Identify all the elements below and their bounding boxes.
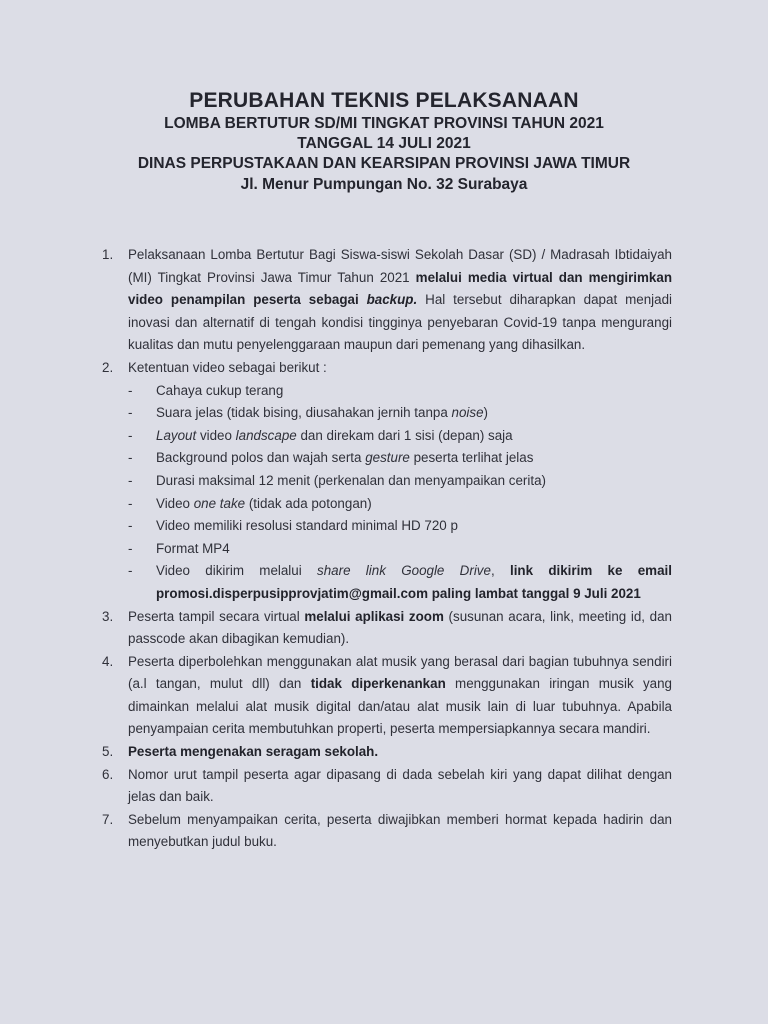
item-text: Sebelum menyampaikan cerita, peserta diwajibkan memberi hormat kepada hadirin dan menyebutkan judul buku.: [128, 811, 672, 850]
item-number: 7.: [102, 811, 114, 827]
sub-item-submission: [128, 560, 672, 605]
list-item-5: [102, 741, 672, 764]
sub-item-text: Layout video landscape dan direkam dari 1 sisi (depan) saja: [156, 427, 513, 443]
document-body: [102, 244, 672, 854]
sub-item-text: Cahaya cukup terang: [156, 382, 284, 398]
sub-item-text: Background polos dan wajah serta gesture peserta terlihat jelas: [156, 450, 534, 466]
sub-item-text: Video one take (tidak ada potongan): [156, 495, 372, 511]
sub-item-audio: [128, 402, 672, 425]
submission-deadline-text: link dikirim ke email promosi.disperpusipprovjatim@gmail.com paling lambat tanggal 9 Juli 2021: [156, 563, 672, 601]
sub-item-duration: [128, 470, 672, 493]
sub-item-resolution: [128, 515, 672, 538]
sub-item-one-take: [128, 493, 672, 516]
bold-text: melalui media virtual dan mengirimkan video penampilan peserta sebagai: [128, 269, 673, 308]
dash-bullet: -: [128, 563, 133, 579]
sub-item-format: [128, 538, 672, 561]
sub-item-text: Suara jelas (tidak bising, diusahakan jernih tanpa noise): [156, 405, 489, 421]
list-item-3: [102, 606, 672, 651]
dash-bullet: -: [128, 495, 133, 511]
dash-bullet: -: [128, 540, 133, 556]
sub-item-text: Video memiliki resolusi standard minimal HD 720 p: [156, 518, 458, 534]
sub-item-background: [128, 447, 672, 470]
document-title: PERUBAHAN TEKNIS PELAKSANAAN: [189, 89, 579, 112]
sub-item-text: Video dikirim melalui share link Google Drive, link dikirim ke email promosi.disperpusipprovjatim@gmail.com paling lambat tanggal 9 Juli 2021: [156, 563, 672, 601]
list-item-1: [102, 244, 672, 357]
header-address-line: Jl. Menur Pumpungan No. 32 Surabaya: [240, 176, 528, 193]
header-competition-line: LOMBA BERTUTUR SD/MI TINGKAT PROVINSI TAHUN 2021: [164, 115, 604, 132]
header-date-line: TANGGAL 14 JULI 2021: [297, 135, 471, 152]
document-header: [0, 88, 768, 195]
item-number: 3.: [102, 608, 114, 624]
dash-bullet: -: [128, 518, 133, 534]
item-number: 4.: [102, 653, 114, 669]
dash-bullet: -: [128, 405, 133, 421]
item-text: Nomor urut tampil peserta agar dipasang di dada sebelah kiri yang dapat dilihat dengan jelas dan baik.: [128, 766, 672, 805]
item-number: 5.: [102, 744, 114, 760]
item-number: 6.: [102, 766, 114, 782]
sub-item-lighting: [128, 380, 672, 403]
item-text: [128, 357, 672, 606]
item-text: Peserta diperbolehkan menggunakan alat musik yang berasal dari bagian tubuhnya sendiri (a.l tangan, mulut dll) dan tidak diperkenankan menggunakan iringan musik yang dimainkan melalui alat musik digital dan/atau alat musik lain di luar tubuhnya. Apabila penyampaian cerita membutuhkan properti, peserta mempersiapkannya secara mandiri.: [128, 653, 672, 737]
text-run: Pelaksanaan Lomba Bertutur Bagi Siswa-siswi Sekolah Dasar (SD) / Madrasah Ibtidaiyah (MI) Tingkat Provinsi Jawa Timur Tahun 2021: [128, 247, 672, 285]
item-text: Peserta tampil secara virtual melalui aplikasi zoom (susunan acara, link, meeting id, dan passcode akan dibagikan kemudian).: [128, 608, 672, 647]
sub-item-text: Format MP4: [156, 540, 230, 556]
header-agency-line: DINAS PERPUSTAKAAN DAN KEARSIPAN PROVINSI JAWA TIMUR: [137, 155, 631, 172]
item-text: [128, 244, 672, 357]
item-number: 1.: [102, 247, 114, 262]
dash-bullet: -: [128, 382, 133, 398]
bold-italic-text: backup.: [366, 292, 418, 308]
dash-bullet: -: [128, 472, 133, 488]
item-intro: Ketentuan video sebagai berikut :: [128, 359, 327, 375]
list-item-2: [102, 357, 672, 606]
item-text: Peserta mengenakan seragam sekolah.: [128, 744, 379, 760]
list-item-7: [102, 809, 672, 854]
item-number: 2.: [102, 359, 114, 375]
dash-bullet: -: [128, 427, 133, 443]
list-item-4: [102, 651, 672, 741]
list-item-6: [102, 764, 672, 809]
sub-item-layout: [128, 425, 672, 448]
text-run: Hal tersebut diharapkan dapat menjadi inovasi dan alternatif di tengah kondisi tingginya penyebaran Covid-19 tanpa mengurangi kualitas dan mutu penyelenggaraan maupun dari pemenang yang dihasilkan.: [128, 292, 672, 353]
dash-bullet: -: [128, 450, 133, 466]
sub-item-text: Durasi maksimal 12 menit (perkenalan dan menyampaikan cerita): [156, 472, 546, 488]
